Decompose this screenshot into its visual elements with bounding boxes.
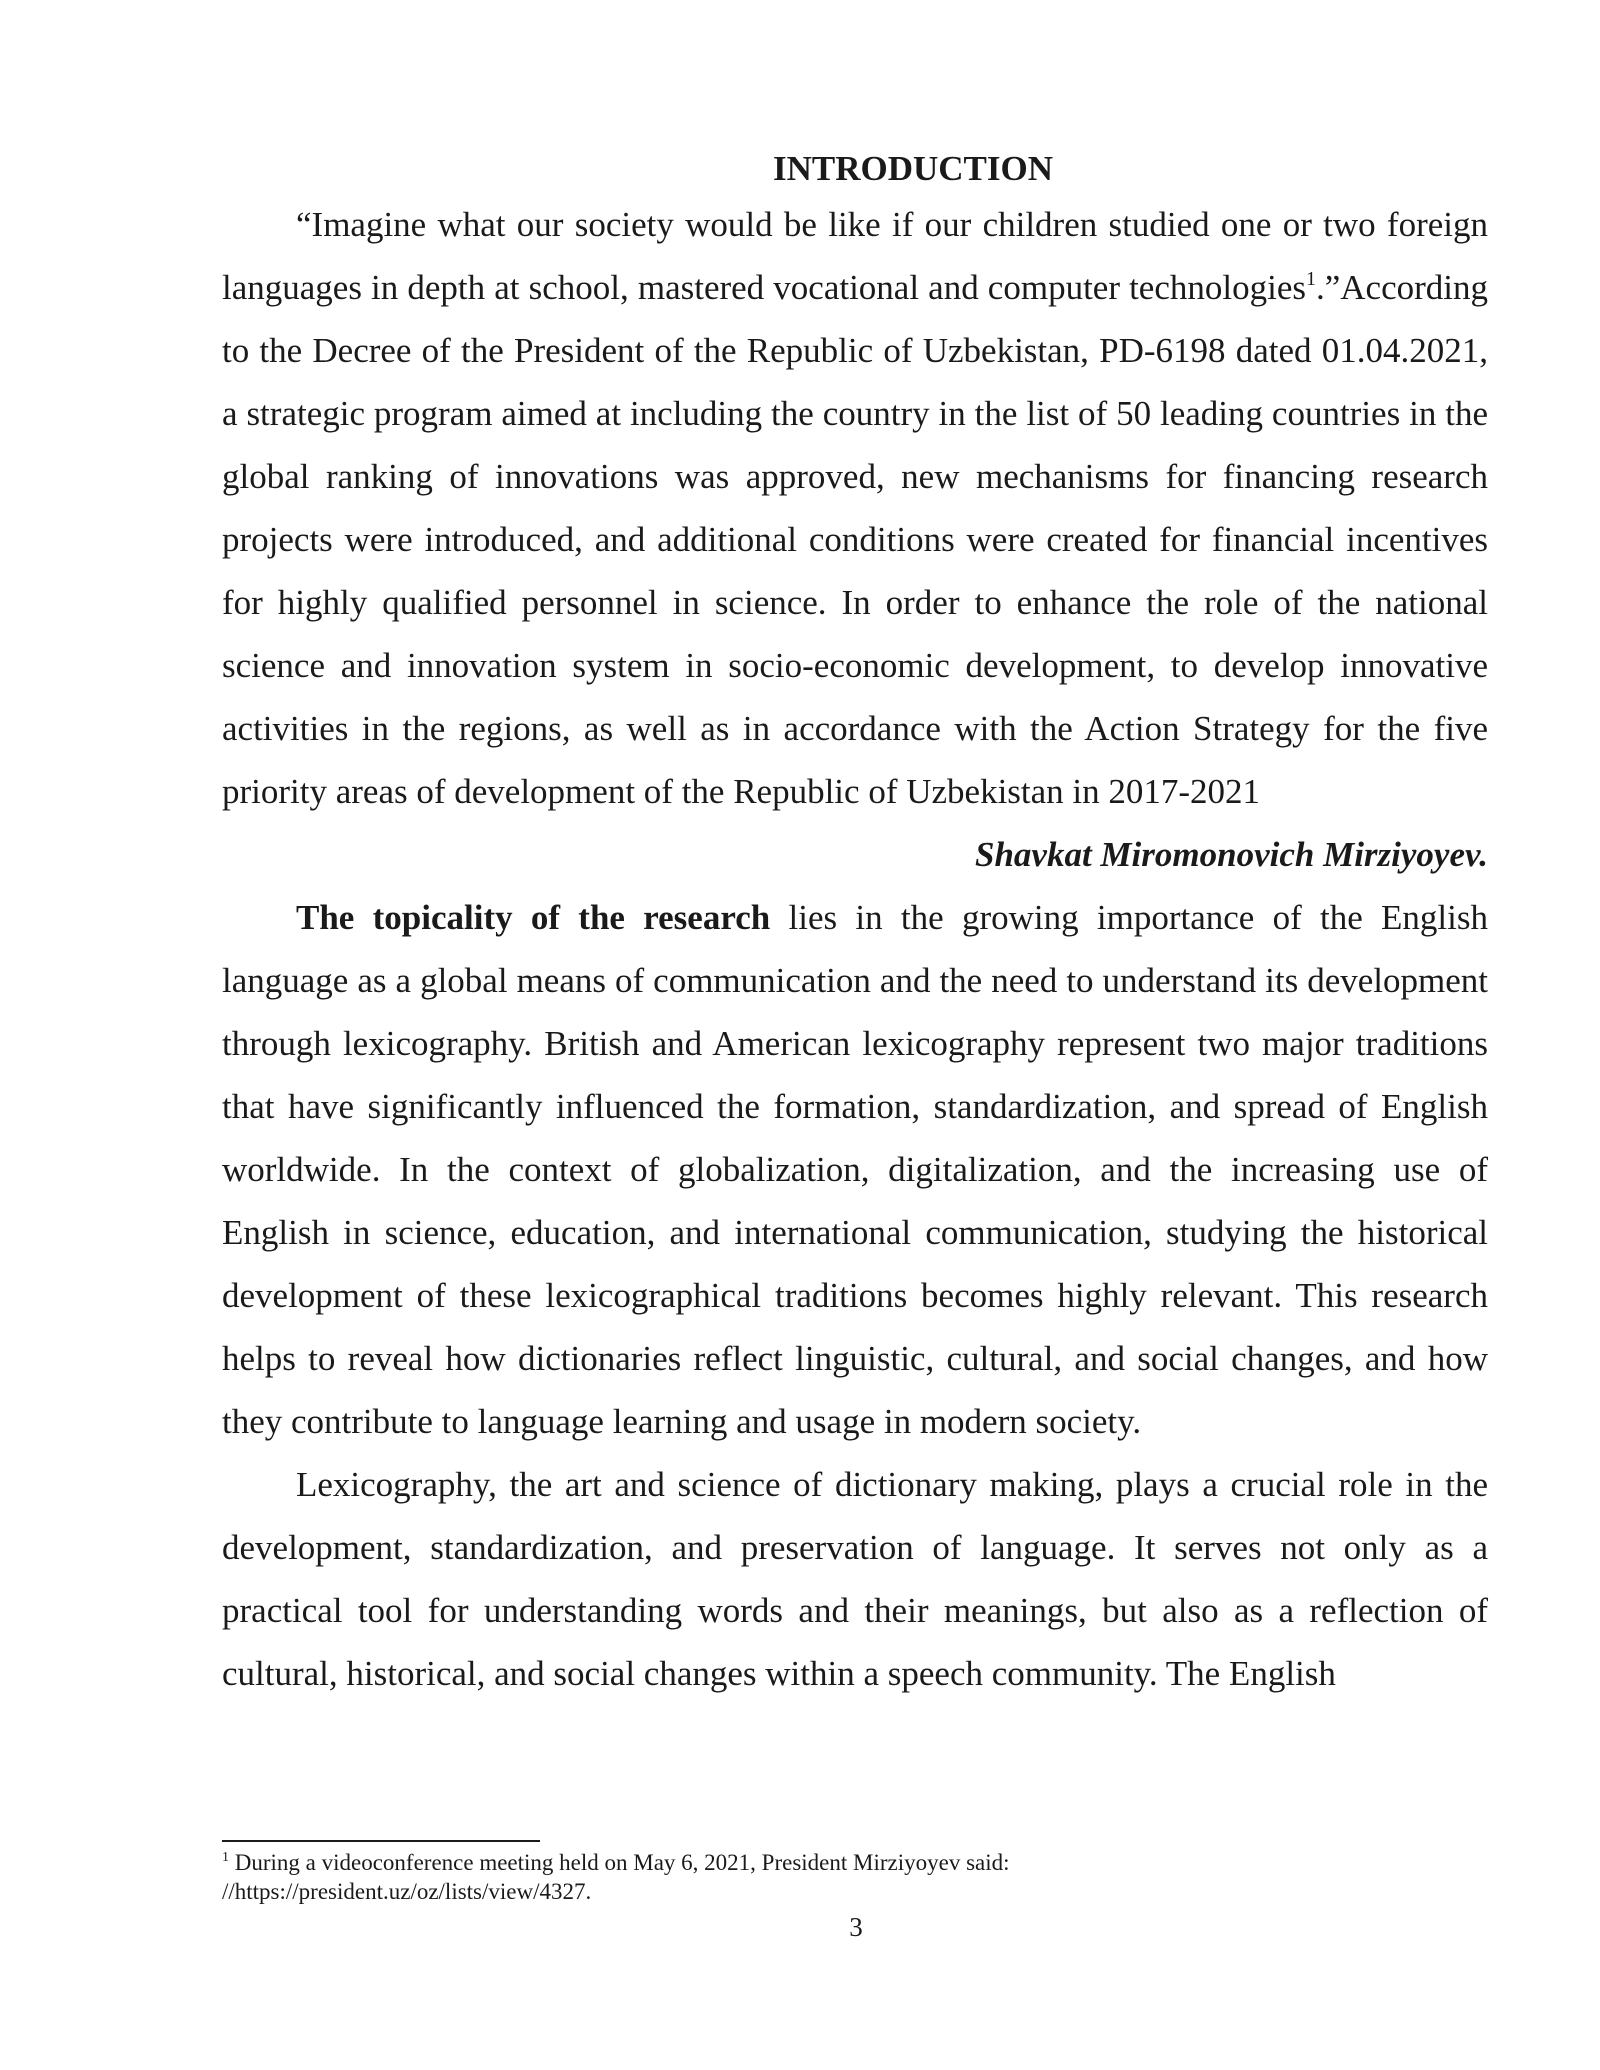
footnote-reference[interactable]: 1 bbox=[1305, 268, 1316, 290]
footnote-line-1 bbox=[222, 1848, 1488, 1877]
footnote-marker: 1 bbox=[222, 1850, 229, 1865]
footnote bbox=[222, 1848, 1488, 1906]
topicality-lead: The topicality of the research bbox=[296, 898, 771, 937]
intro-paragraph bbox=[222, 193, 1488, 823]
topicality-paragraph bbox=[222, 886, 1488, 1453]
page-number: 3 bbox=[849, 1912, 863, 1942]
page-body bbox=[222, 145, 1488, 1705]
intro-quote-text: “Imagine what our society would be like if our children studied one or two foreign languages in depth at school, mastered vocational and computer technologies bbox=[222, 205, 1488, 307]
topicality-text: lies in the growing importance of the English language as a global means of communication and the need to understand its development through lexicography. British and American lexicography represent two major traditions that have significantly influenced the formation, standardization, and spread of English worldwide. In the context of globalization, digitalization, and the increasing use of English in science, education, and international communication, studying the historical development of these lexicographical traditions becomes highly relevant. This research helps to reveal how dictionaries reflect linguistic, cultural, and social changes, and how they contribute to language learning and usage in modern society. bbox=[222, 898, 1488, 1441]
quote-attribution: Shavkat Miromonovich Mirziyoyev. bbox=[974, 835, 1488, 874]
footnote-link[interactable]: //https://president.uz/oz/lists/view/4327. bbox=[222, 1879, 592, 1904]
footnote-separator bbox=[222, 1840, 540, 1842]
footnote-text: During a videoconference meeting held on May 6, 2021, President Mirziyoyev said: bbox=[229, 1850, 1010, 1875]
intro-decree-text: .”According to the Decree of the President of the Republic of Uzbekistan, PD-6198 dated 01.04.2021, a strategic program aimed at including the country in the list of 50 leading countries in the global ranking of innovations was approved, new mechanisms for financing research projects were introduced, and additional conditions were created for financial incentives for highly qualified personnel in science. In order to enhance the role of the national science and innovation system in socio-economic development, to develop innovative activities in the regions, as well as in accordance with the Action Strategy for the five priority areas of development of the Republic of Uzbekistan in 2017-2021 bbox=[222, 268, 1488, 811]
section-heading: INTRODUCTION bbox=[772, 149, 1054, 188]
lexicography-paragraph: Lexicography, the art and science of dictionary making, plays a crucial role in the development, standardization, and preservation of language. It serves not only as a practical tool for understanding words and their meanings, but also as a reflection of cultural, historical, and social changes within a speech community. The English bbox=[222, 1465, 1488, 1693]
